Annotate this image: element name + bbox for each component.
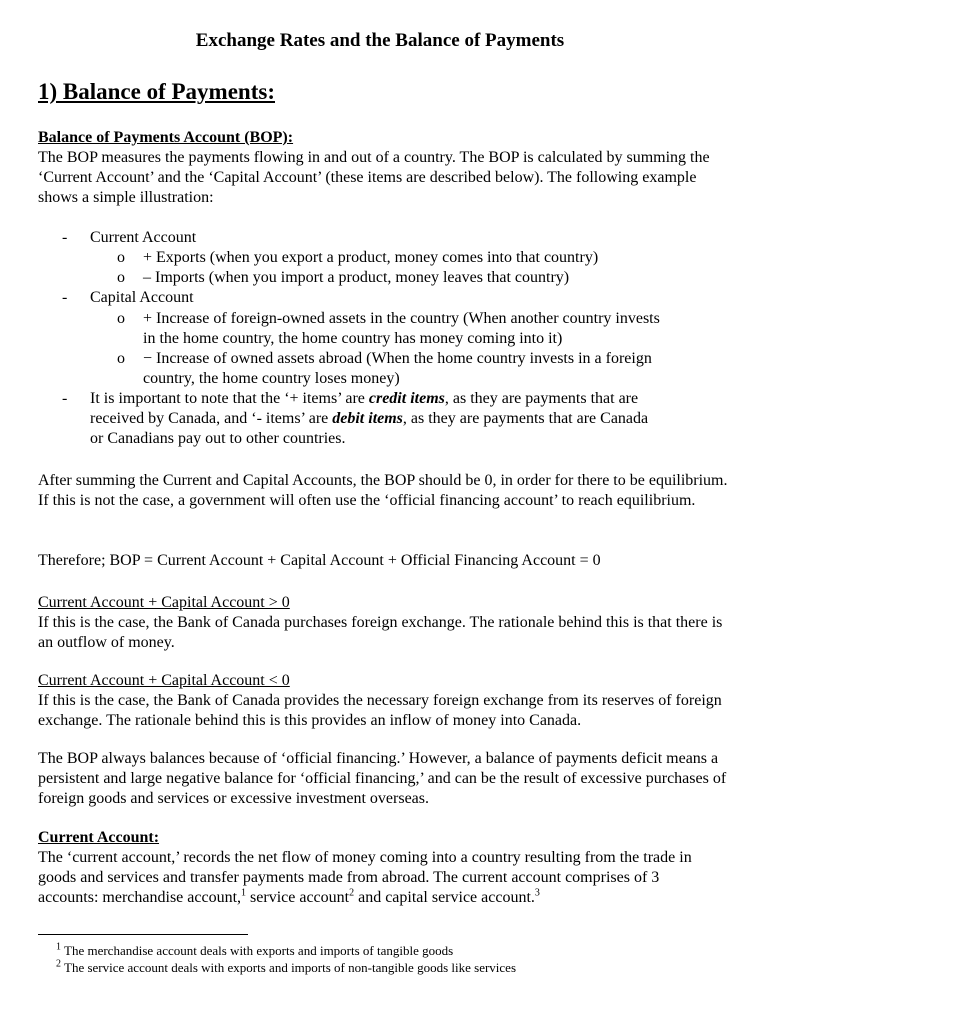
dash-marker: - — [62, 289, 68, 306]
subbullet-imports: – Imports (when you import a product, money leaves that country) — [143, 269, 570, 286]
footnote-ref-1: 1 — [241, 887, 247, 899]
subbullet-owned-assets-line1: − Increase of owned assets abroad (When the home country invests in a foreign — [143, 350, 652, 367]
bop-account-heading: Balance of Payments Account (BOP): — [38, 129, 294, 146]
circle-marker: o — [117, 350, 125, 367]
surplus-heading: Current Account + Capital Account > 0 — [38, 594, 290, 611]
footnote-ref-3: 3 — [534, 887, 540, 899]
bop-intro-paragraph: The BOP measures the payments flowing in and out of a country. The BOP is calculated by summing the ‘Current Account’ and the ‘Capital Account’ (these items are described below). The following example shows a simple illustration: — [38, 149, 710, 206]
dash-marker: - — [62, 229, 68, 246]
footnote-2: $^2$ The service account deals with exports and imports of non-tangible goods like services — [56, 958, 516, 975]
equilibrium-paragraph: After summing the Current and Capital Accounts, the BOP should be 0, in order for there to be equilibrium. If this is not the case, a government will often use the ‘official financing account’ to reach equilibrium. — [38, 472, 728, 509]
dash-marker: - — [62, 390, 68, 407]
footnote-divider — [38, 934, 248, 935]
section-heading-balance-of-payments: 1) Balance of Payments: — [38, 79, 275, 104]
official-financing-paragraph: The BOP always balances because of ‘official financing.’ However, a balance of payments deficit means a persistent and large negative balance for ‘official financing,’ and can be the result of excessive purchases of foreign goods and services or excessive investment overseas. — [38, 750, 727, 807]
deficit-heading: Current Account + Capital Account < 0 — [38, 672, 290, 689]
surplus-paragraph: If this is the case, the Bank of Canada purchases foreign exchange. The rationale behind this is that there is an outflow of money. — [38, 614, 723, 651]
subbullet-owned-assets-line2: country, the home country loses money) — [143, 370, 400, 387]
bullet-note-line3: or Canadians pay out to other countries. — [90, 430, 346, 447]
circle-marker: o — [117, 269, 125, 286]
current-account-paragraph: The ‘current account,’ records the net flow of money coming into a country resulting from the trade in goods and services and transfer payments made from abroad. The current account comprises of 3 accounts: merchandise account,$^1$ service account$^2$ and capital service account.$^3$ — [38, 849, 692, 906]
footnote-1: $^1$ The merchandise account deals with exports and imports of tangible goods — [56, 941, 454, 958]
current-account-heading: Current Account: — [38, 829, 160, 846]
document-title: Exchange Rates and the Balance of Payments — [195, 30, 565, 51]
footnote-ref-2: 2 — [349, 887, 355, 899]
circle-marker: o — [117, 249, 125, 266]
deficit-paragraph: If this is the case, the Bank of Canada provides the necessary foreign exchange from its reserves of foreign exchange. The rationale behind this is this provides an inflow of money into Canada. — [38, 692, 722, 729]
circle-marker: o — [117, 310, 125, 327]
bop-equation: Therefore; BOP = Current Account + Capital Account + Official Financing Account = 0 — [38, 552, 601, 569]
debit-items-term: debit items — [332, 410, 403, 427]
bullet-note-line1: It is important to note that the ‘+ items’ are credit items, as they are payments that are — [90, 390, 639, 407]
bullet-note-line2: received by Canada, and ‘- items’ are debit items, as they are payments that are Canada — [90, 410, 649, 427]
subbullet-foreign-assets-line2: in the home country, the home country has money coming into it) — [143, 330, 563, 347]
bullet-capital-account: Capital Account — [90, 289, 194, 306]
subbullet-foreign-assets-line1: + Increase of foreign-owned assets in the country (When another country invests — [143, 310, 660, 327]
credit-items-term: credit items — [368, 390, 445, 407]
bullet-current-account: Current Account — [90, 229, 197, 246]
subbullet-exports: + Exports (when you export a product, money comes into that country) — [143, 249, 599, 266]
